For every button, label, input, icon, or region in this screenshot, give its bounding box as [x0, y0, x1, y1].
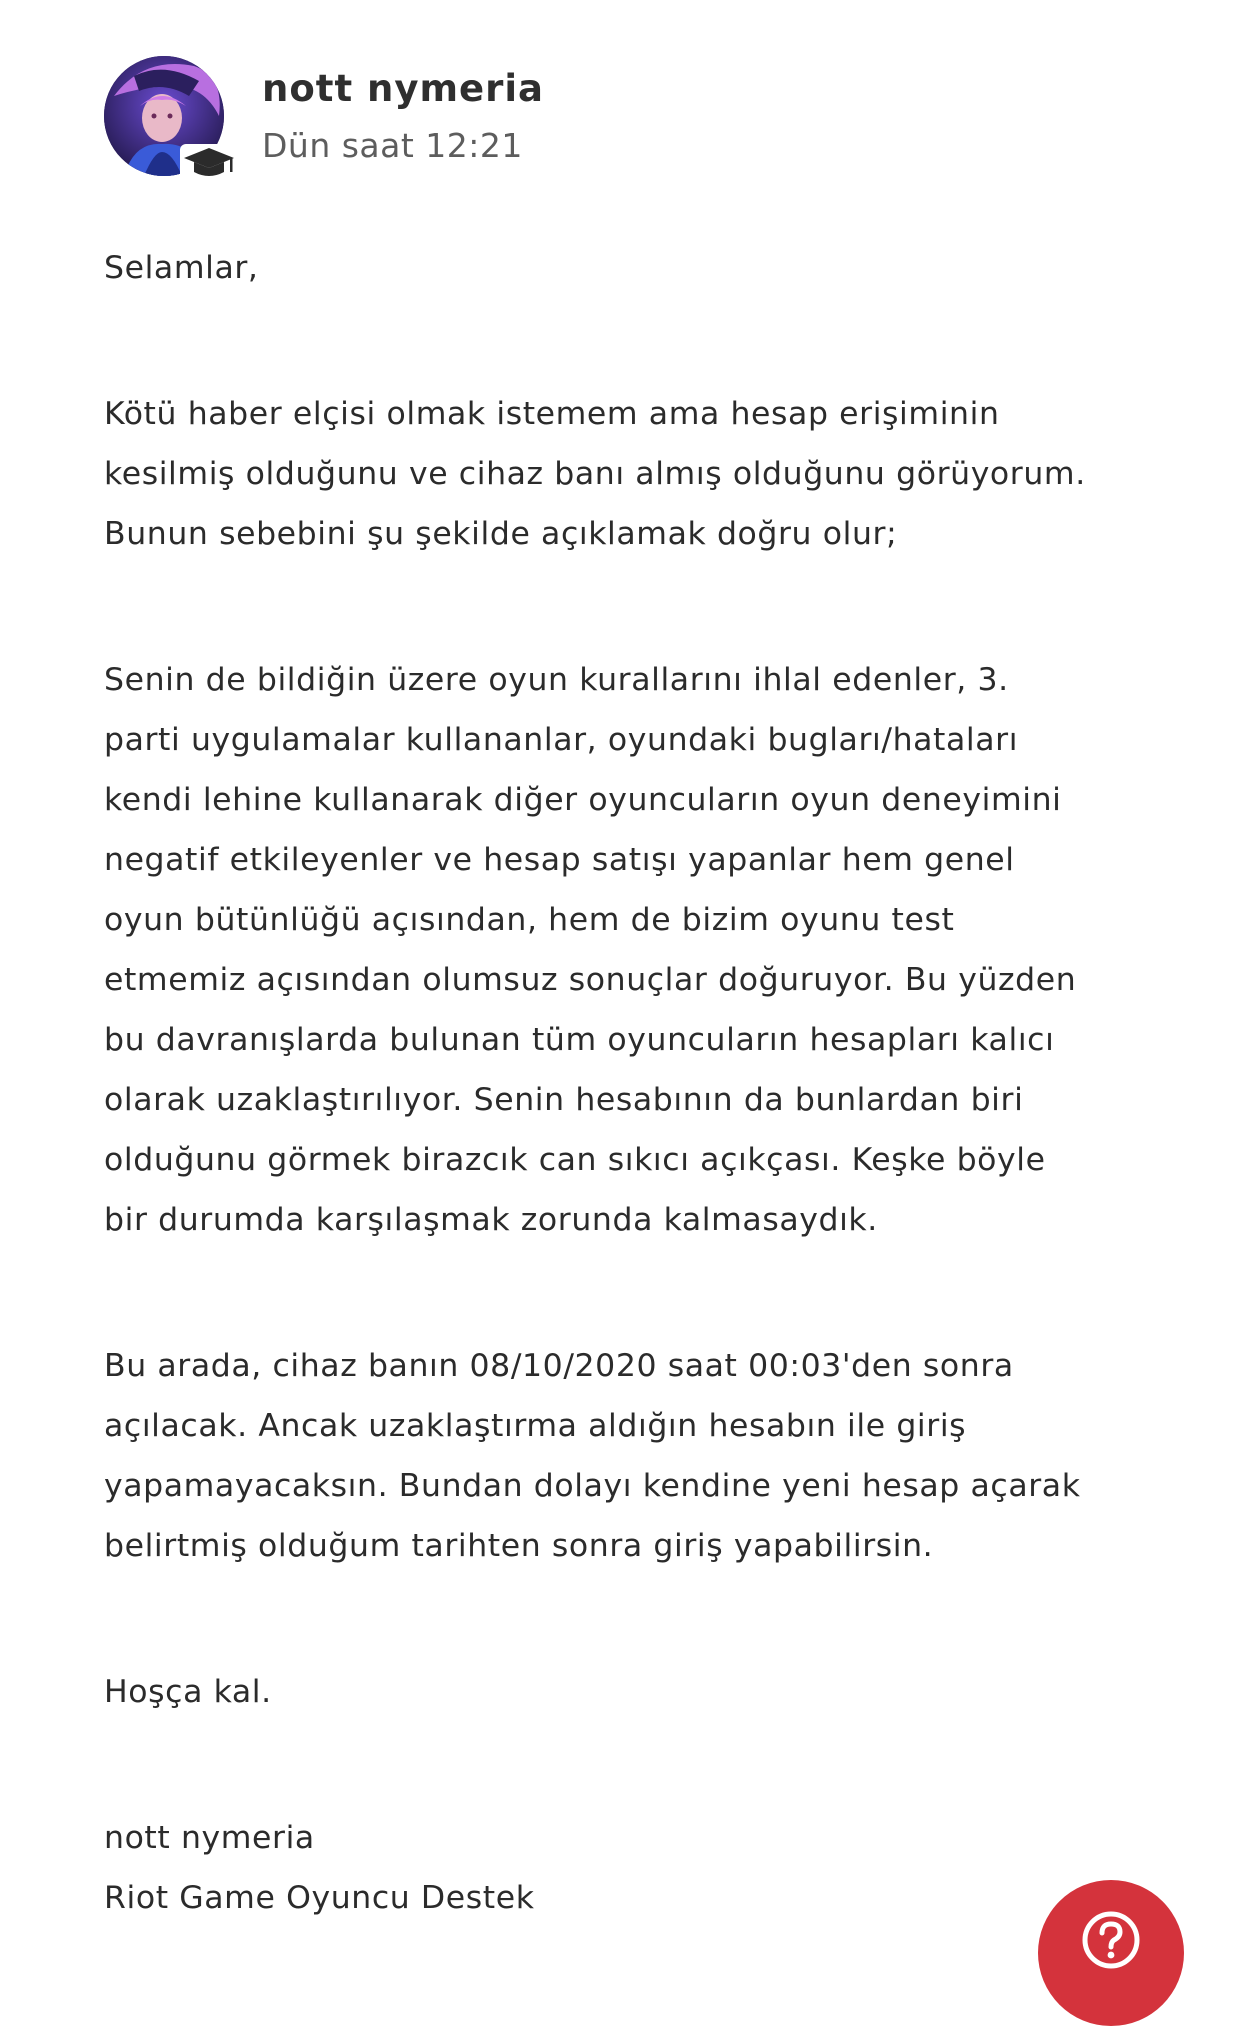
post-header [104, 56, 544, 176]
paragraph-line: Kötü haber elçisi olmak istemem ama hesap erişiminin [104, 396, 1000, 432]
paragraph-line: belirtmiş olduğum tarihten sonra giriş yapabilirsin. [104, 1528, 934, 1564]
help-button[interactable] [1038, 1880, 1184, 2026]
signature-name: nott nymeria [104, 1820, 315, 1856]
paragraph-line: olarak uzaklaştırılıyor. Senin hesabının da bunlardan biri [104, 1082, 1024, 1118]
author-info [262, 66, 544, 166]
paragraph-line: bir durumda karşılaşmak zorunda kalmasaydık. [104, 1202, 878, 1238]
graduation-cap-icon [180, 144, 238, 182]
signature [104, 1808, 1164, 1928]
paragraph-1 [104, 384, 1164, 564]
paragraph-line: parti uygulamalar kullananlar, oyundaki bugları/hataları [104, 722, 1019, 758]
farewell: Hoşça kal. [104, 1674, 272, 1710]
paragraph-3 [104, 1336, 1164, 1576]
paragraph-line: kesilmiş olduğunu ve cihaz banı almış olduğunu görüyorum. [104, 456, 1086, 492]
paragraph-line: yapamayacaksın. Bundan dolayı kendine yeni hesap açarak [104, 1468, 1081, 1504]
paragraph-line: bu davranışlarda bulunan tüm oyuncuların hesapları kalıcı [104, 1022, 1055, 1058]
paragraph-line: etmemiz açısından olumsuz sonuçlar doğuruyor. Bu yüzden [104, 962, 1077, 998]
paragraph-line: kendi lehine kullanarak diğer oyuncuların oyun deneyimini [104, 782, 1062, 818]
paragraph-line: oyun bütünlüğü açısından, hem de bizim oyunu test [104, 902, 955, 938]
paragraph-line: açılacak. Ancak uzaklaştırma aldığın hesabın ile giriş [104, 1408, 967, 1444]
message-body [104, 238, 1164, 1928]
paragraph-line: olduğunu görmek birazcık can sıkıcı açıkçası. Keşke böyle [104, 1142, 1046, 1178]
greeting: Selamlar, [104, 250, 259, 286]
paragraph-line: Senin de bildiğin üzere oyun kurallarını ihlal edenler, 3. [104, 662, 1009, 698]
paragraph-line: Bu arada, cihaz banın 08/10/2020 saat 00:03'den sonra [104, 1348, 1014, 1384]
author-name[interactable]: nott nymeria [262, 67, 545, 110]
signature-team: Riot Game Oyuncu Destek [104, 1880, 535, 1916]
author-avatar[interactable] [104, 56, 224, 176]
post-timestamp: Dün saat 12:21 [262, 126, 523, 165]
paragraph-line: negatif etkileyenler ve hesap satışı yapanlar hem genel [104, 842, 1015, 878]
question-mark-icon [1081, 1910, 1141, 1970]
paragraph-2 [104, 650, 1164, 1250]
paragraph-line: Bunun sebebini şu şekilde açıklamak doğru olur; [104, 516, 898, 552]
